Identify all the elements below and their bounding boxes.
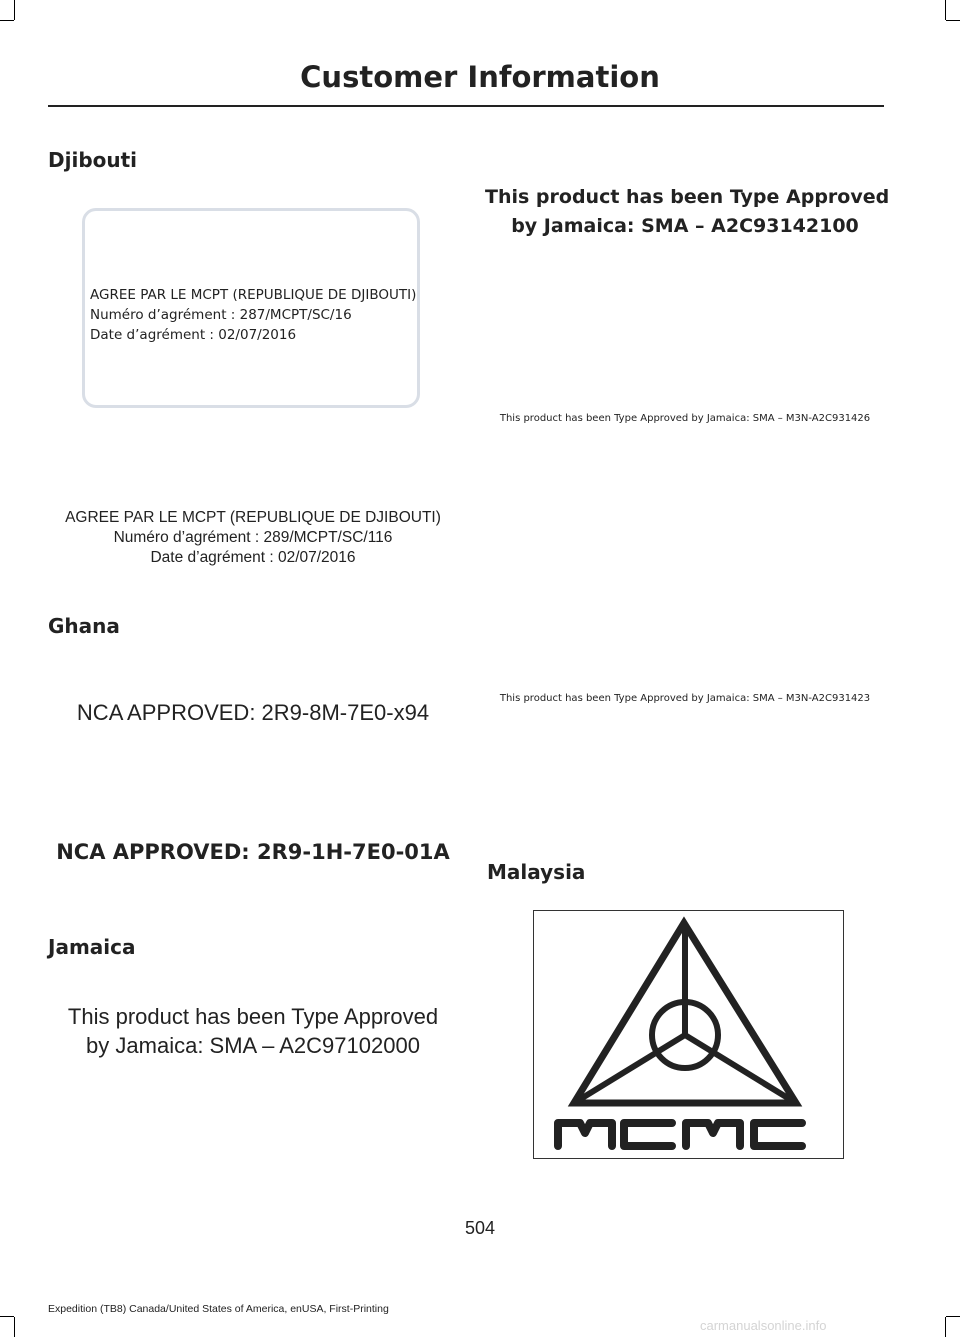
crop-mark: [14, 1317, 15, 1337]
jamaica-label-2-line2: by Jamaica: SMA – A2C93142100: [511, 215, 859, 237]
jamaica-heading: Jamaica: [48, 935, 136, 959]
djibouti-label-2: [48, 508, 458, 568]
djibouti-label-1-line3: Date d’agrément : 02/07/2016: [90, 327, 297, 343]
djibouti-label-1-line2: Numéro d’agrément : 287/MCPT/SC/16: [90, 307, 352, 323]
ghana-label-1: NCA APPROVED: 2R9-8M-7E0-x94: [76, 700, 430, 725]
crop-mark: [946, 1316, 960, 1317]
djibouti-heading: Djibouti: [48, 148, 138, 172]
malaysia-heading: Malaysia: [487, 860, 586, 884]
ghana-label-2: NCA APPROVED: 2R9-1H-7E0-01A: [56, 840, 450, 864]
title-rule: [48, 105, 884, 107]
djibouti-label-1-line1: AGREE PAR LE MCPT (REPUBLIQUE DE DJIBOUTI): [90, 287, 417, 303]
crop-mark: [946, 20, 960, 21]
jamaica-label-4: This product has been Type Approved by Jamaica: SMA – M3N-A2C931423: [499, 693, 871, 704]
djibouti-label-2-line2: Numéro d’agrément : 289/MCPT/SC/116: [113, 529, 393, 546]
crop-mark: [0, 20, 14, 21]
jamaica-label-1-line1: This product has been Type Approved: [67, 1004, 439, 1029]
jamaica-label-3: This product has been Type Approved by Jamaica: SMA – M3N-A2C931426: [499, 413, 871, 424]
crop-mark: [0, 1316, 14, 1317]
mcmc-logo-graphic: [534, 911, 842, 1157]
crop-mark: [945, 0, 946, 20]
djibouti-label-1: [82, 208, 420, 408]
mcmc-logo: [533, 910, 844, 1159]
watermark: carmanualsonline.info: [700, 1318, 827, 1333]
djibouti-label-2-line1: AGREE PAR LE MCPT (REPUBLIQUE DE DJIBOUTI): [65, 509, 441, 526]
djibouti-label-2-line3: Date d’agrément : 02/07/2016: [150, 549, 356, 566]
footer-text: Expedition (TB8) Canada/United States of America, enUSA, First-Printing: [48, 1303, 389, 1315]
page-title: Customer Information: [300, 60, 660, 94]
jamaica-label-2-line1: This product has been Type Approved: [485, 186, 890, 208]
mcmc-logo-text: [842, 911, 843, 912]
crop-mark: [14, 0, 15, 20]
ghana-heading: Ghana: [48, 614, 120, 638]
crop-mark: [945, 1317, 946, 1337]
jamaica-label-1: [48, 1002, 458, 1060]
mcmc-wordmark: [558, 1123, 802, 1146]
page-number: 504: [464, 1218, 496, 1238]
jamaica-label-1-line2: by Jamaica: SMA – A2C97102000: [86, 1033, 420, 1058]
jamaica-label-2: [485, 183, 890, 241]
